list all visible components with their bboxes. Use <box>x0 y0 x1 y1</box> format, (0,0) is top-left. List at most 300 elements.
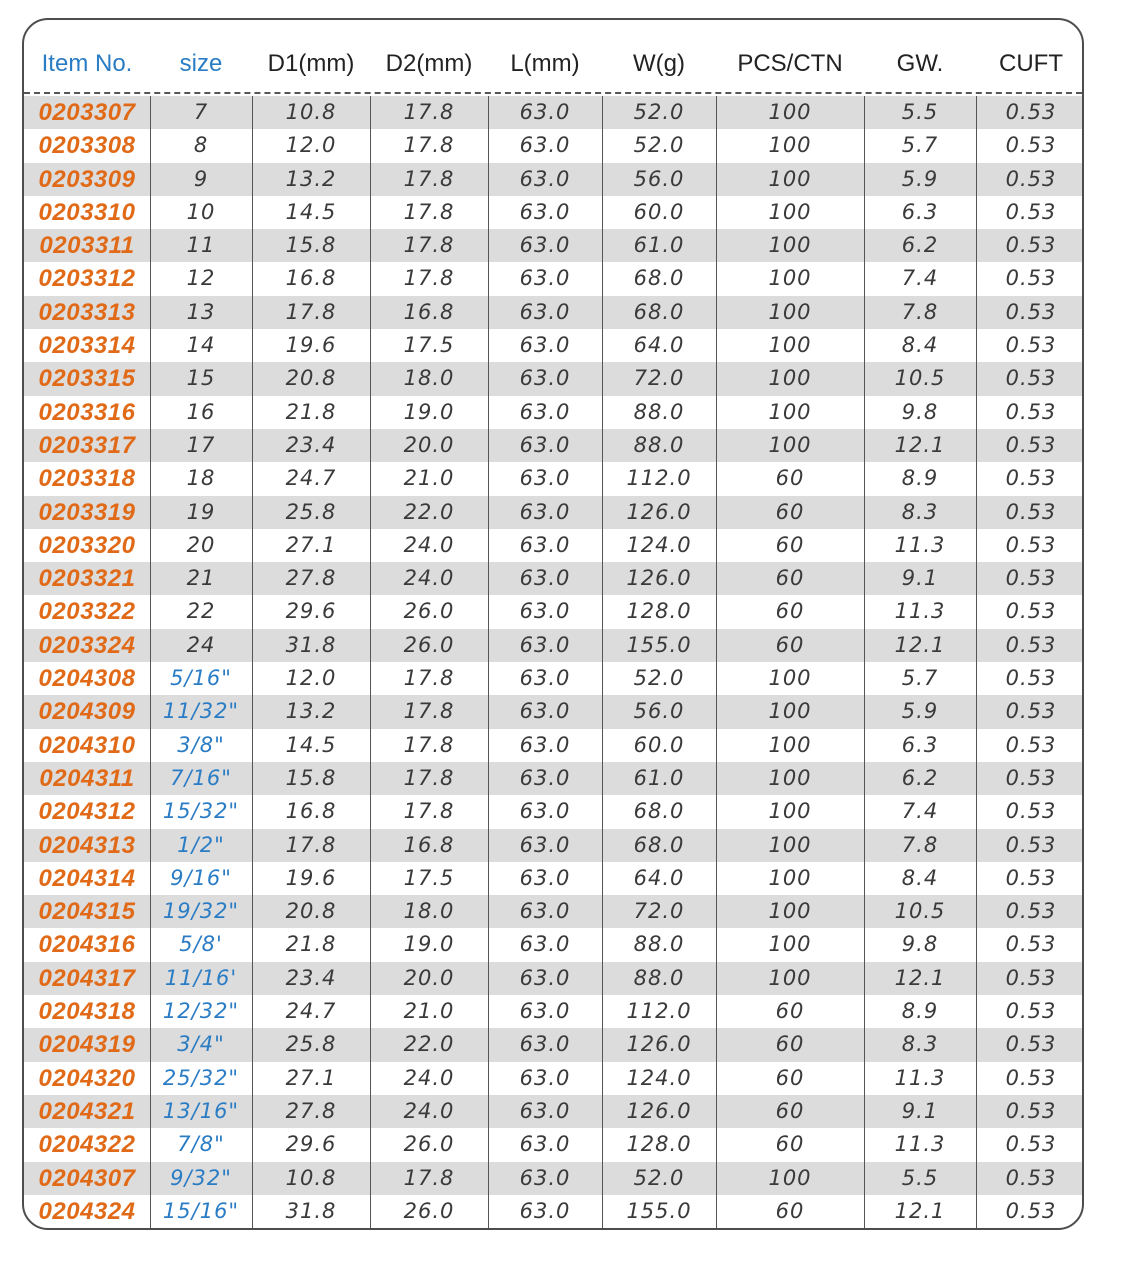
cell-length: 63.0 <box>519 732 571 757</box>
cell-item-no: 0204307 <box>38 1164 136 1192</box>
cell-weight: 56.0 <box>633 699 685 724</box>
cell-cuft: 0.53 <box>1005 699 1057 724</box>
cell-d1: 17.8 <box>285 299 337 324</box>
cell-pcs-ctn: 60 <box>775 1098 805 1123</box>
cell-gross-weight: 5.5 <box>901 1165 939 1190</box>
cell-gross-weight: 12.1 <box>894 1198 946 1223</box>
cell-d2: 24.0 <box>403 566 455 591</box>
column-divider <box>716 96 717 1228</box>
cell-size: 19/32" <box>162 899 240 924</box>
cell-size: 7/16" <box>170 765 232 790</box>
cell-pcs-ctn: 100 <box>768 865 812 890</box>
cell-d2: 26.0 <box>403 599 455 624</box>
cell-size: 7 <box>193 100 209 124</box>
cell-gross-weight: 5.7 <box>901 133 939 158</box>
cell-gross-weight: 11.3 <box>894 532 946 557</box>
cell-gross-weight: 12.1 <box>894 432 946 457</box>
cell-cuft: 0.53 <box>1005 666 1057 691</box>
cell-cuft: 0.53 <box>1005 899 1057 924</box>
cell-cuft: 0.53 <box>1005 1098 1057 1123</box>
cell-d1: 13.2 <box>285 699 337 724</box>
cell-d2: 26.0 <box>403 1132 455 1157</box>
table-row <box>24 729 1082 762</box>
cell-gross-weight: 7.8 <box>901 299 939 324</box>
header-pcs-ctn: PCS/CTN <box>737 50 843 77</box>
cell-item-no: 0204316 <box>38 931 136 959</box>
cell-d1: 27.1 <box>285 532 337 557</box>
cell-weight: 128.0 <box>626 1132 692 1157</box>
table-row <box>24 529 1082 562</box>
column-divider <box>370 96 371 1228</box>
cell-gross-weight: 6.3 <box>901 199 939 224</box>
cell-pcs-ctn: 100 <box>768 799 812 824</box>
cell-d1: 19.6 <box>285 333 337 358</box>
cell-gross-weight: 5.5 <box>901 100 939 124</box>
cell-length: 63.0 <box>519 799 571 824</box>
cell-d2: 21.0 <box>403 999 455 1024</box>
cell-size: 15/32" <box>162 799 240 824</box>
cell-gross-weight: 5.9 <box>901 166 939 191</box>
table-row <box>24 496 1082 529</box>
cell-cuft: 0.53 <box>1005 566 1057 591</box>
cell-size: 13/16" <box>162 1098 240 1123</box>
cell-weight: 68.0 <box>633 832 685 857</box>
cell-d2: 17.8 <box>403 233 455 258</box>
cell-gross-weight: 10.5 <box>894 899 946 924</box>
table-row <box>24 229 1082 262</box>
cell-gross-weight: 6.2 <box>901 233 939 258</box>
cell-cuft: 0.53 <box>1005 799 1057 824</box>
cell-pcs-ctn: 100 <box>768 832 812 857</box>
cell-item-no: 0204322 <box>38 1131 136 1159</box>
table-row <box>24 329 1082 362</box>
cell-cuft: 0.53 <box>1005 266 1057 291</box>
column-divider <box>602 96 603 1228</box>
cell-weight: 128.0 <box>626 599 692 624</box>
cell-cuft: 0.53 <box>1005 499 1057 524</box>
cell-item-no: 0203321 <box>38 565 136 593</box>
table-header <box>24 20 1082 94</box>
column-divider <box>150 96 151 1228</box>
column-divider <box>252 96 253 1228</box>
cell-d2: 22.0 <box>403 1032 455 1057</box>
cell-cuft: 0.53 <box>1005 100 1057 124</box>
cell-cuft: 0.53 <box>1005 632 1057 657</box>
cell-d2: 17.8 <box>403 699 455 724</box>
cell-size: 3/4" <box>177 1032 225 1057</box>
cell-item-no: 0203312 <box>38 265 136 293</box>
cell-size: 22 <box>186 599 216 624</box>
cell-cuft: 0.53 <box>1005 832 1057 857</box>
cell-d2: 18.0 <box>403 899 455 924</box>
cell-d1: 27.8 <box>285 566 337 591</box>
cell-cuft: 0.53 <box>1005 965 1057 990</box>
cell-gross-weight: 7.4 <box>901 266 939 291</box>
cell-length: 63.0 <box>519 599 571 624</box>
table-row <box>24 562 1082 595</box>
cell-item-no: 0204317 <box>38 964 136 992</box>
cell-weight: 52.0 <box>633 133 685 158</box>
header-size: size <box>179 50 223 77</box>
cell-size: 9 <box>193 166 209 191</box>
cell-pcs-ctn: 100 <box>768 133 812 158</box>
cell-d1: 17.8 <box>285 832 337 857</box>
cell-d2: 17.8 <box>403 100 455 124</box>
cell-length: 63.0 <box>519 899 571 924</box>
cell-pcs-ctn: 60 <box>775 466 805 491</box>
cell-weight: 61.0 <box>633 233 685 258</box>
cell-length: 63.0 <box>519 1165 571 1190</box>
cell-pcs-ctn: 100 <box>768 266 812 291</box>
table-body <box>24 96 1082 1228</box>
table-row <box>24 429 1082 462</box>
cell-item-no: 0203320 <box>38 531 136 559</box>
cell-weight: 124.0 <box>626 532 692 557</box>
cell-d1: 14.5 <box>285 732 337 757</box>
cell-weight: 155.0 <box>626 632 692 657</box>
header-item-no: Item No. <box>41 50 133 77</box>
cell-length: 63.0 <box>519 166 571 191</box>
cell-d1: 20.8 <box>285 899 337 924</box>
cell-pcs-ctn: 100 <box>768 932 812 957</box>
cell-cuft: 0.53 <box>1005 1032 1057 1057</box>
cell-length: 63.0 <box>519 399 571 424</box>
cell-item-no: 0203309 <box>38 165 136 193</box>
cell-length: 63.0 <box>519 832 571 857</box>
cell-weight: 88.0 <box>633 432 685 457</box>
table-row <box>24 196 1082 229</box>
cell-pcs-ctn: 100 <box>768 199 812 224</box>
table-row <box>24 795 1082 828</box>
cell-cuft: 0.53 <box>1005 399 1057 424</box>
cell-length: 63.0 <box>519 566 571 591</box>
cell-d2: 20.0 <box>403 965 455 990</box>
table-row <box>24 862 1082 895</box>
table-row <box>24 1062 1082 1095</box>
cell-cuft: 0.53 <box>1005 1198 1057 1223</box>
cell-d1: 12.0 <box>285 666 337 691</box>
cell-length: 63.0 <box>519 765 571 790</box>
cell-item-no: 0204314 <box>38 864 136 892</box>
header-gw: GW. <box>896 50 944 77</box>
cell-size: 20 <box>186 532 216 557</box>
cell-d1: 15.8 <box>285 233 337 258</box>
cell-d2: 17.8 <box>403 1165 455 1190</box>
cell-d1: 25.8 <box>285 1032 337 1057</box>
table-row <box>24 462 1082 495</box>
cell-weight: 72.0 <box>633 899 685 924</box>
cell-gross-weight: 8.4 <box>901 333 939 358</box>
cell-pcs-ctn: 100 <box>768 100 812 124</box>
cell-gross-weight: 5.9 <box>901 699 939 724</box>
cell-length: 63.0 <box>519 499 571 524</box>
cell-size: 3/8" <box>177 732 225 757</box>
cell-cuft: 0.53 <box>1005 999 1057 1024</box>
cell-d1: 12.0 <box>285 133 337 158</box>
cell-cuft: 0.53 <box>1005 199 1057 224</box>
cell-d2: 17.8 <box>403 199 455 224</box>
table-row <box>24 662 1082 695</box>
cell-item-no: 0204309 <box>38 698 136 726</box>
cell-pcs-ctn: 100 <box>768 699 812 724</box>
cell-d2: 17.8 <box>403 765 455 790</box>
cell-item-no: 0203322 <box>38 598 136 626</box>
cell-item-no: 0204308 <box>38 665 136 693</box>
cell-pcs-ctn: 60 <box>775 1132 805 1157</box>
cell-length: 63.0 <box>519 299 571 324</box>
cell-d2: 17.8 <box>403 732 455 757</box>
cell-weight: 112.0 <box>626 999 692 1024</box>
cell-weight: 68.0 <box>633 266 685 291</box>
cell-d2: 16.8 <box>403 832 455 857</box>
table-row <box>24 262 1082 295</box>
cell-weight: 124.0 <box>626 1065 692 1090</box>
cell-weight: 52.0 <box>633 1165 685 1190</box>
cell-cuft: 0.53 <box>1005 299 1057 324</box>
cell-size: 5/8' <box>179 932 223 957</box>
cell-d1: 31.8 <box>285 632 337 657</box>
cell-weight: 126.0 <box>626 499 692 524</box>
cell-d2: 19.0 <box>403 399 455 424</box>
cell-cuft: 0.53 <box>1005 932 1057 957</box>
cell-pcs-ctn: 100 <box>768 965 812 990</box>
cell-item-no: 0204319 <box>38 1031 136 1059</box>
cell-d2: 17.8 <box>403 166 455 191</box>
cell-d1: 20.8 <box>285 366 337 391</box>
column-divider <box>976 96 977 1228</box>
cell-item-no: 0203317 <box>38 431 136 459</box>
cell-cuft: 0.53 <box>1005 1165 1057 1190</box>
cell-item-no: 0204310 <box>38 731 136 759</box>
cell-weight: 88.0 <box>633 965 685 990</box>
cell-size: 14 <box>186 333 216 358</box>
cell-d1: 23.4 <box>285 965 337 990</box>
cell-pcs-ctn: 60 <box>775 1198 805 1223</box>
cell-d2: 17.8 <box>403 666 455 691</box>
cell-size: 18 <box>186 466 216 491</box>
cell-gross-weight: 9.8 <box>901 932 939 957</box>
table-row <box>24 1128 1082 1161</box>
table-row <box>24 895 1082 928</box>
cell-d1: 27.1 <box>285 1065 337 1090</box>
cell-size: 9/16" <box>170 865 232 890</box>
cell-pcs-ctn: 60 <box>775 499 805 524</box>
cell-cuft: 0.53 <box>1005 765 1057 790</box>
cell-d2: 26.0 <box>403 632 455 657</box>
cell-size: 11/16' <box>164 965 238 990</box>
table-row <box>24 695 1082 728</box>
cell-cuft: 0.53 <box>1005 432 1057 457</box>
cell-length: 63.0 <box>519 532 571 557</box>
cell-d1: 29.6 <box>285 1132 337 1157</box>
header-w: W(g) <box>633 50 685 77</box>
cell-d1: 29.6 <box>285 599 337 624</box>
cell-item-no: 0203307 <box>38 99 136 126</box>
cell-gross-weight: 7.4 <box>901 799 939 824</box>
cell-size: 25/32" <box>162 1065 240 1090</box>
cell-size: 16 <box>186 399 216 424</box>
cell-cuft: 0.53 <box>1005 233 1057 258</box>
cell-d2: 26.0 <box>403 1198 455 1223</box>
cell-size: 1/2" <box>177 832 225 857</box>
cell-length: 63.0 <box>519 1065 571 1090</box>
cell-d1: 13.2 <box>285 166 337 191</box>
cell-length: 63.0 <box>519 199 571 224</box>
cell-item-no: 0203315 <box>38 365 136 393</box>
cell-gross-weight: 6.3 <box>901 732 939 757</box>
cell-gross-weight: 9.1 <box>901 566 939 591</box>
cell-size: 24 <box>186 632 216 657</box>
table-row <box>24 296 1082 329</box>
cell-pcs-ctn: 100 <box>768 399 812 424</box>
cell-cuft: 0.53 <box>1005 466 1057 491</box>
cell-item-no: 0204320 <box>38 1064 136 1092</box>
cell-item-no: 0204313 <box>38 831 136 859</box>
cell-item-no: 0203316 <box>38 398 136 426</box>
cell-size: 11 <box>186 233 216 258</box>
cell-length: 63.0 <box>519 699 571 724</box>
cell-gross-weight: 11.3 <box>894 1132 946 1157</box>
cell-d1: 24.7 <box>285 999 337 1024</box>
cell-length: 63.0 <box>519 865 571 890</box>
cell-d2: 24.0 <box>403 1065 455 1090</box>
cell-weight: 88.0 <box>633 399 685 424</box>
cell-d2: 17.8 <box>403 133 455 158</box>
table-row <box>24 362 1082 395</box>
cell-d1: 23.4 <box>285 432 337 457</box>
cell-length: 63.0 <box>519 133 571 158</box>
cell-gross-weight: 8.4 <box>901 865 939 890</box>
cell-size: 12 <box>186 266 216 291</box>
cell-size: 12/32" <box>162 999 240 1024</box>
table-row <box>24 928 1082 961</box>
cell-gross-weight: 10.5 <box>894 366 946 391</box>
cell-gross-weight: 9.1 <box>901 1098 939 1123</box>
cell-pcs-ctn: 100 <box>768 666 812 691</box>
cell-size: 11/32" <box>162 699 240 724</box>
cell-gross-weight: 8.3 <box>901 1032 939 1057</box>
table-row <box>24 995 1082 1028</box>
cell-weight: 68.0 <box>633 299 685 324</box>
cell-d2: 21.0 <box>403 466 455 491</box>
cell-size: 7/8" <box>177 1132 225 1157</box>
cell-item-no: 0203314 <box>38 332 136 360</box>
table-row <box>24 163 1082 196</box>
cell-weight: 52.0 <box>633 666 685 691</box>
cell-item-no: 0203313 <box>38 298 136 326</box>
cell-size: 19 <box>186 499 216 524</box>
cell-length: 63.0 <box>519 100 571 124</box>
cell-length: 63.0 <box>519 965 571 990</box>
cell-size: 21 <box>186 566 216 591</box>
cell-cuft: 0.53 <box>1005 333 1057 358</box>
cell-gross-weight: 8.9 <box>901 999 939 1024</box>
cell-d2: 20.0 <box>403 432 455 457</box>
cell-weight: 155.0 <box>626 1198 692 1223</box>
cell-pcs-ctn: 60 <box>775 532 805 557</box>
cell-cuft: 0.53 <box>1005 366 1057 391</box>
cell-pcs-ctn: 60 <box>775 599 805 624</box>
cell-length: 63.0 <box>519 1132 571 1157</box>
cell-size: 17 <box>186 432 216 457</box>
cell-length: 63.0 <box>519 1198 571 1223</box>
cell-cuft: 0.53 <box>1005 1132 1057 1157</box>
cell-gross-weight: 6.2 <box>901 765 939 790</box>
cell-size: 5/16" <box>170 666 232 691</box>
cell-weight: 88.0 <box>633 932 685 957</box>
cell-weight: 72.0 <box>633 366 685 391</box>
cell-d2: 18.0 <box>403 366 455 391</box>
cell-item-no: 0203324 <box>38 631 136 659</box>
cell-d1: 25.8 <box>285 499 337 524</box>
cell-item-no: 0204318 <box>38 998 136 1026</box>
cell-pcs-ctn: 60 <box>775 1032 805 1057</box>
cell-gross-weight: 11.3 <box>894 1065 946 1090</box>
table-row <box>24 629 1082 662</box>
cell-pcs-ctn: 60 <box>775 1065 805 1090</box>
cell-item-no: 0204311 <box>39 764 135 792</box>
cell-pcs-ctn: 100 <box>768 765 812 790</box>
cell-item-no: 0204315 <box>38 898 136 926</box>
cell-pcs-ctn: 60 <box>775 999 805 1024</box>
cell-gross-weight: 12.1 <box>894 965 946 990</box>
cell-cuft: 0.53 <box>1005 133 1057 158</box>
cell-length: 63.0 <box>519 266 571 291</box>
cell-weight: 60.0 <box>633 732 685 757</box>
cell-pcs-ctn: 100 <box>768 166 812 191</box>
cell-cuft: 0.53 <box>1005 532 1057 557</box>
cell-d1: 15.8 <box>285 765 337 790</box>
cell-d2: 17.8 <box>403 266 455 291</box>
cell-size: 13 <box>186 299 216 324</box>
cell-item-no: 0203310 <box>38 198 136 226</box>
table-row <box>24 762 1082 795</box>
cell-item-no: 0203319 <box>38 498 136 526</box>
cell-d2: 24.0 <box>403 532 455 557</box>
cell-weight: 126.0 <box>626 1098 692 1123</box>
cell-weight: 126.0 <box>626 566 692 591</box>
cell-weight: 68.0 <box>633 799 685 824</box>
cell-length: 63.0 <box>519 666 571 691</box>
header-d1: D1(mm) <box>267 50 355 77</box>
cell-d1: 27.8 <box>285 1098 337 1123</box>
cell-length: 63.0 <box>519 333 571 358</box>
cell-d2: 17.5 <box>403 333 455 358</box>
cell-gross-weight: 11.3 <box>894 599 946 624</box>
cell-d2: 17.5 <box>403 865 455 890</box>
cell-gross-weight: 5.7 <box>901 666 939 691</box>
cell-d1: 21.8 <box>285 932 337 957</box>
cell-length: 63.0 <box>519 466 571 491</box>
cell-d2: 24.0 <box>403 1098 455 1123</box>
cell-gross-weight: 7.8 <box>901 832 939 857</box>
cell-weight: 60.0 <box>633 199 685 224</box>
cell-length: 63.0 <box>519 999 571 1024</box>
cell-d1: 24.7 <box>285 466 337 491</box>
cell-pcs-ctn: 100 <box>768 299 812 324</box>
cell-size: 8 <box>193 133 209 158</box>
column-divider <box>864 96 865 1228</box>
header-d2: D2(mm) <box>385 50 473 77</box>
cell-pcs-ctn: 100 <box>768 732 812 757</box>
table-row <box>24 1162 1082 1195</box>
table-row <box>24 96 1082 129</box>
cell-size: 10 <box>186 199 216 224</box>
cell-cuft: 0.53 <box>1005 865 1057 890</box>
table-row <box>24 829 1082 862</box>
cell-length: 63.0 <box>519 932 571 957</box>
cell-length: 63.0 <box>519 632 571 657</box>
